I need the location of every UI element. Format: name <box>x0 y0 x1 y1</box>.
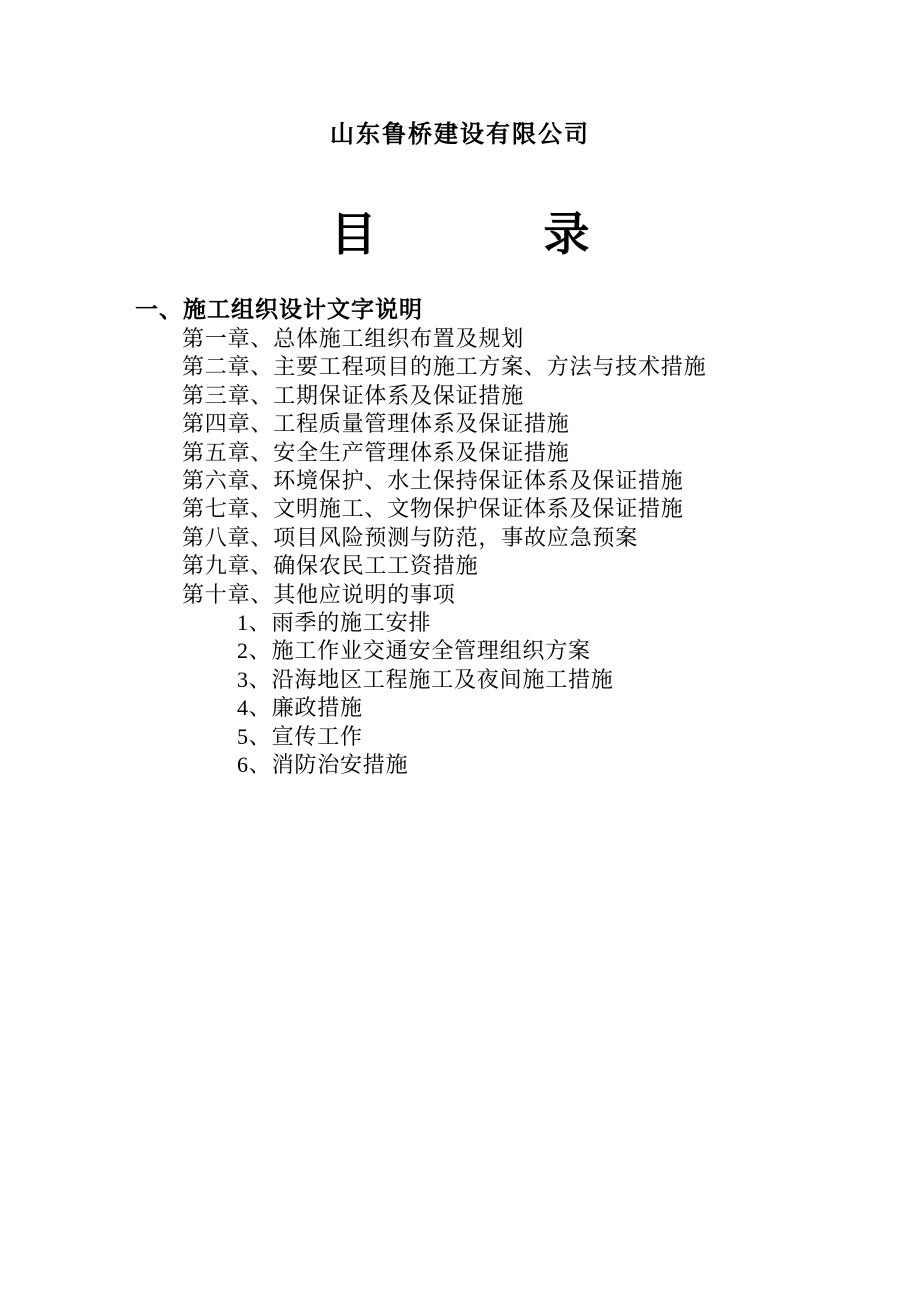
toc-chapter-8: 第八章、项目风险预测与防范，事故应急预案 <box>182 524 639 550</box>
toc-sub-item-1: 1、雨季的施工安排 <box>237 610 432 636</box>
company-name-title: 山东鲁桥建设有限公司 <box>330 122 590 148</box>
toc-chapter-7: 第七章、文明施工、文物保护保证体系及保证措施 <box>182 496 684 522</box>
toc-chapter-4: 第四章、工程质量管理体系及保证措施 <box>182 411 570 437</box>
toc-title-char-right: 录 <box>543 209 590 260</box>
toc-sub-item-2: 2、施工作业交通安全管理组织方案 <box>237 638 591 664</box>
toc-sub-item-6: 6、消防治安措施 <box>237 752 409 778</box>
toc-list <box>135 295 706 780</box>
toc-sub-item-4: 4、廉政措施 <box>237 695 363 721</box>
toc-sub-item-3: 3、沿海地区工程施工及夜间施工措施 <box>237 666 614 692</box>
toc-title-char-left: 目 <box>330 209 377 260</box>
toc-chapter-1: 第一章、总体施工组织布置及规划 <box>182 326 525 351</box>
section-heading: 一、施工组织设计文字说明 <box>135 297 423 322</box>
toc-chapter-6: 第六章、环境保护、水土保持保证体系及保证措施 <box>182 468 684 494</box>
toc-chapter-5: 第五章、安全生产管理体系及保证措施 <box>182 439 570 465</box>
toc-chapter-2: 第二章、主要工程项目的施工方案、方法与技术措施 <box>182 354 707 380</box>
toc-chapter-9: 第九章、确保农民工工资措施 <box>182 553 479 579</box>
toc-chapter-10: 第十章、其他应说明的事项 <box>182 581 456 607</box>
toc-sub-item-5: 5、宣传工作 <box>237 723 363 749</box>
toc-chapter-3: 第三章、工期保证体系及保证措施 <box>182 382 525 408</box>
toc-title <box>0 208 920 262</box>
